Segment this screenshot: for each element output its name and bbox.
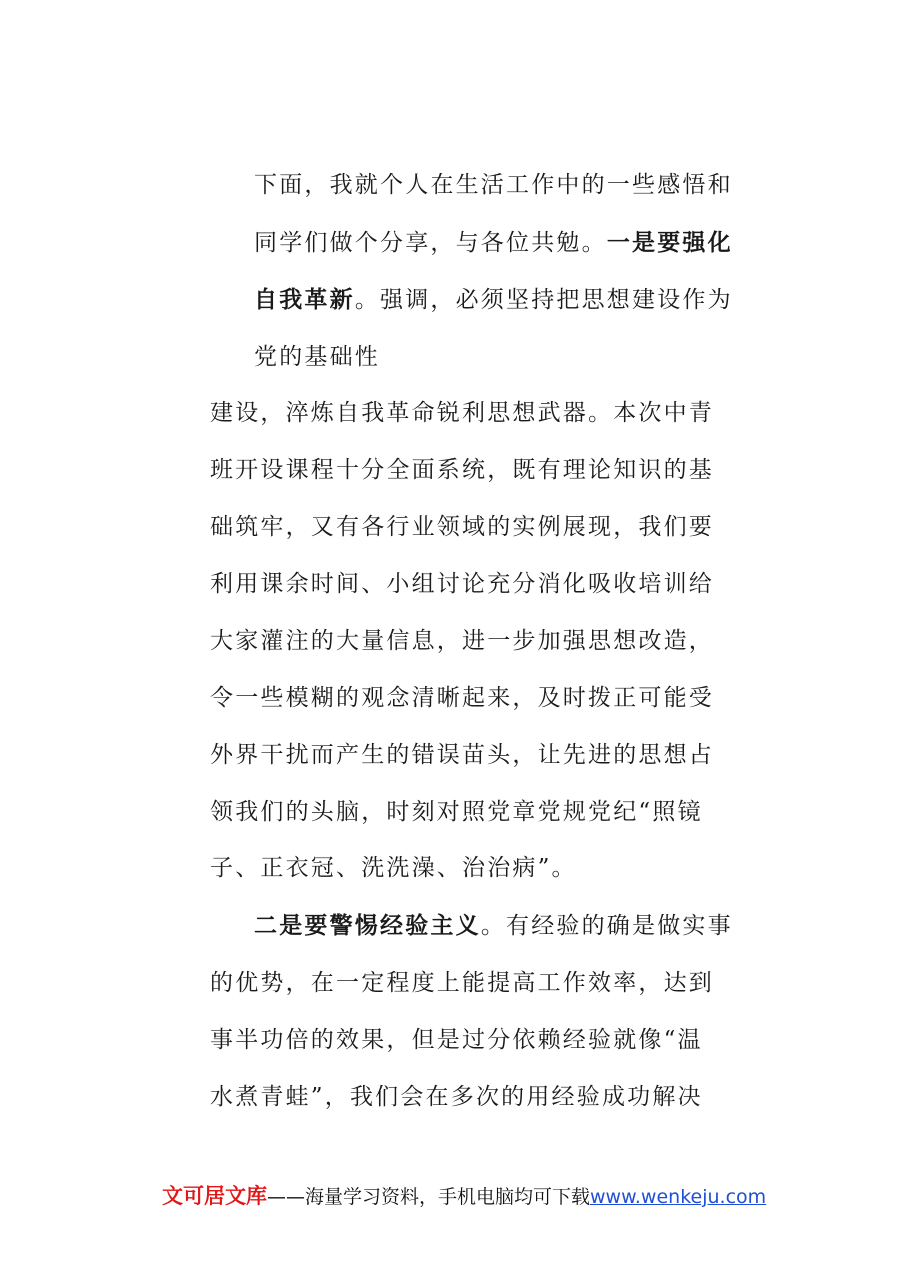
text-line	[210, 455, 714, 485]
text-run: 令一些模糊的观念清晰起来，及时拨正可能受	[210, 685, 714, 711]
text-run: 。强调，必须坚持把思想建设作为	[354, 287, 733, 313]
text-line	[210, 626, 714, 656]
text-run: 班开设课程十分全面系统，既有理论知识的基	[210, 457, 714, 483]
bold-text-run: 一是要强化	[606, 229, 733, 256]
footer-brand: 文可居文库	[162, 1184, 267, 1208]
text-run: 。有经验的确是做实事	[480, 913, 733, 939]
text-line	[210, 1082, 703, 1112]
text-line	[254, 342, 380, 372]
text-line	[254, 911, 733, 941]
text-line	[254, 228, 733, 258]
text-line	[210, 853, 577, 883]
text-run: 水煮青蛙”，我们会在多次的用经验成功解决	[210, 1084, 703, 1110]
footer-site-link[interactable]: www.wenkeju.com	[590, 1186, 767, 1208]
text-run: 大家灌注的大量信息，进一步加强思想改造，	[210, 628, 714, 654]
text-run: 子、正衣冠、洗洗澡、治治病”。	[210, 855, 577, 881]
text-run: 利用课余时间、小组讨论充分消化吸收培训给	[210, 571, 714, 597]
text-run: 外界干扰而产生的错误苗头，让先进的思想占	[210, 742, 714, 768]
text-line	[210, 569, 714, 599]
text-line	[254, 170, 733, 200]
text-line	[210, 512, 714, 542]
text-line	[210, 683, 714, 713]
footer-banner	[162, 1183, 766, 1210]
text-run: 础筑牢，又有各行业领域的实例展现，我们要	[210, 514, 714, 540]
text-run: 下面，我就个人在生活工作中的一些感悟和	[254, 172, 733, 198]
text-run: 领我们的头脑，时刻对照党章党规党纪“照镜	[210, 799, 703, 825]
text-line	[210, 1025, 703, 1055]
footer-tagline: ——海量学习资料，手机电脑均可下载	[267, 1186, 591, 1208]
text-run: 事半功倍的效果，但是过分依赖经验就像“温	[210, 1027, 703, 1053]
text-run: 的优势，在一定程度上能提高工作效率，达到	[210, 970, 714, 996]
bold-text-run: 二是要警惕经验主义	[254, 912, 481, 939]
text-line	[210, 740, 714, 770]
text-line	[210, 398, 714, 428]
text-run: 建设，淬炼自我革命锐利思想武器。本次中青	[210, 400, 714, 426]
text-run: 党的基础性	[254, 344, 380, 370]
text-line	[254, 285, 733, 315]
text-run: 同学们做个分享，与各位共勉。	[254, 230, 607, 256]
text-line	[210, 968, 714, 998]
bold-text-run: 自我革新	[254, 286, 355, 313]
text-line	[210, 797, 703, 827]
